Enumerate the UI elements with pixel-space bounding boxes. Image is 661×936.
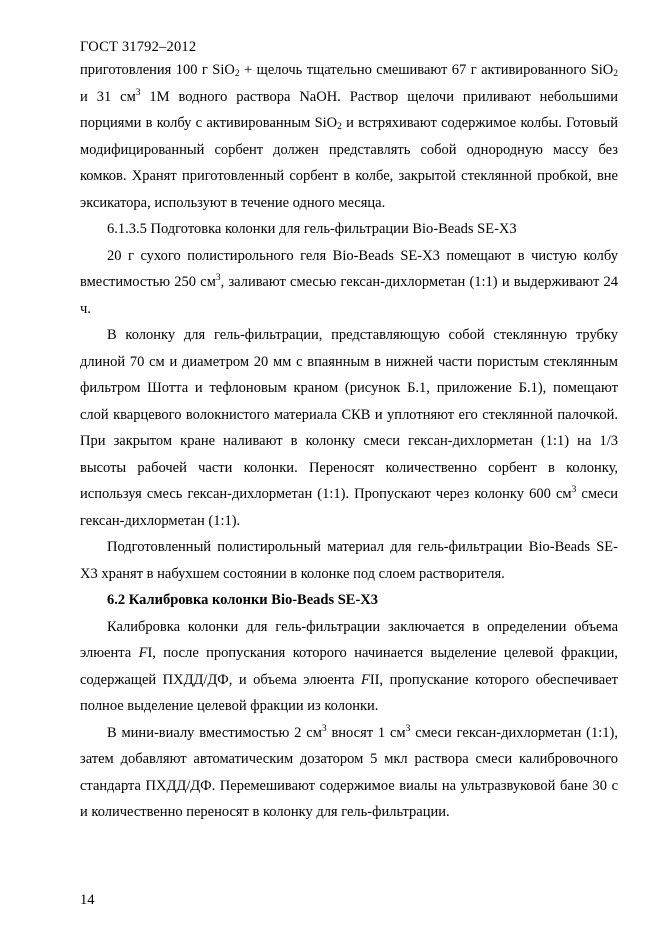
paragraph-storage: Подготовленный полистирольный материал для гель-фильтрации Bio-Beads SE-X3 хранят в набухшем состоянии в колонке под слоем растворителя. xyxy=(80,539,618,582)
document-header: ГОСТ 31792–2012 xyxy=(80,39,197,55)
paragraph-sorbent-preparation: приготовления 100 г SiO$_2$ + щелочь тщательно смешивают 67 г активированного SiO$_2$ и 31 $см^3$ 1М водного раствора NaOH. Раствор щелочи приливают небольшими порциями в колбу с активированным SiO$_2$ и встряхивают содержимое колбы. Готовый модифицированный сорбент должен представлять собой однородную массу без комков. Хранят приготовленный сорбент в колбе, закрытой стеклянной пробкой, вне эксикатора, используют в течение одного месяца. xyxy=(80,62,619,211)
section-title-6-1-3-5: 6.1.3.5 Подготовка колонки для гель-фильтрации Bio-Beads SE-X3 xyxy=(107,221,517,237)
section-heading-6-2: 6.2 Калибровка колонки Bio-Beads SE-X3 xyxy=(107,592,379,608)
paragraph-calibration-definition: Калибровка колонки для гель-фильтрации заключается в определении объема элюента FI, после пропускания которого начинается выделение целевой фракции, содержащей ПХДД/ДФ, и объема элюента FII, пропускание которого обеспечивает полное выделение целевой фракции из колонки. xyxy=(80,618,618,714)
paragraph-gel-soaking: 20 г сухого полистирольного геля Bio-Beads SE-X3 помещают в чистую колбу вместимостью 250 $см^3$, заливают смесью гексан-дихлорметан (1:1) и выдерживают 24 ч. xyxy=(80,247,618,317)
paragraph-column-filling: В колонку для гель-фильтрации, представляющую собой стеклянную трубку длиной 70 см и диаметром 20 мм с впаянным в нижней части пористым стеклянным фильтром Шотта и тефлоновым краном (рисунок Б.1, приложение Б.1), помещают слой кварцевого волокнистого материала СКВ и уплотняют его стеклянной палочкой. При закрытом кране наливают в колонку смеси гексан-дихлорметан (1:1) на 1/3 высоты рабочей части колонки. Переносят количественно сорбент в колонку, используя смесь гексан-дихлорметан (1:1). Пропускают через колонку 600 $см^3$ смеси гексан-дихлорметан (1:1). xyxy=(80,327,618,529)
document-body xyxy=(80,57,618,826)
paragraph-calibration-procedure: В мини-виалу вместимостью 2 $см^3$ вносят 1 $см^3$ смеси гексан-дихлорметан (1:1), затем добавляют автоматическим дозатором 5 мкл раствора смеси калибровочного стандарта ПХДД/ДФ. Перемешивают содержимое виалы на ультразвуковой бане 30 с и количественно переносят в колонку для гель-фильтрации. xyxy=(80,723,618,820)
page-number: 14 xyxy=(80,892,95,908)
